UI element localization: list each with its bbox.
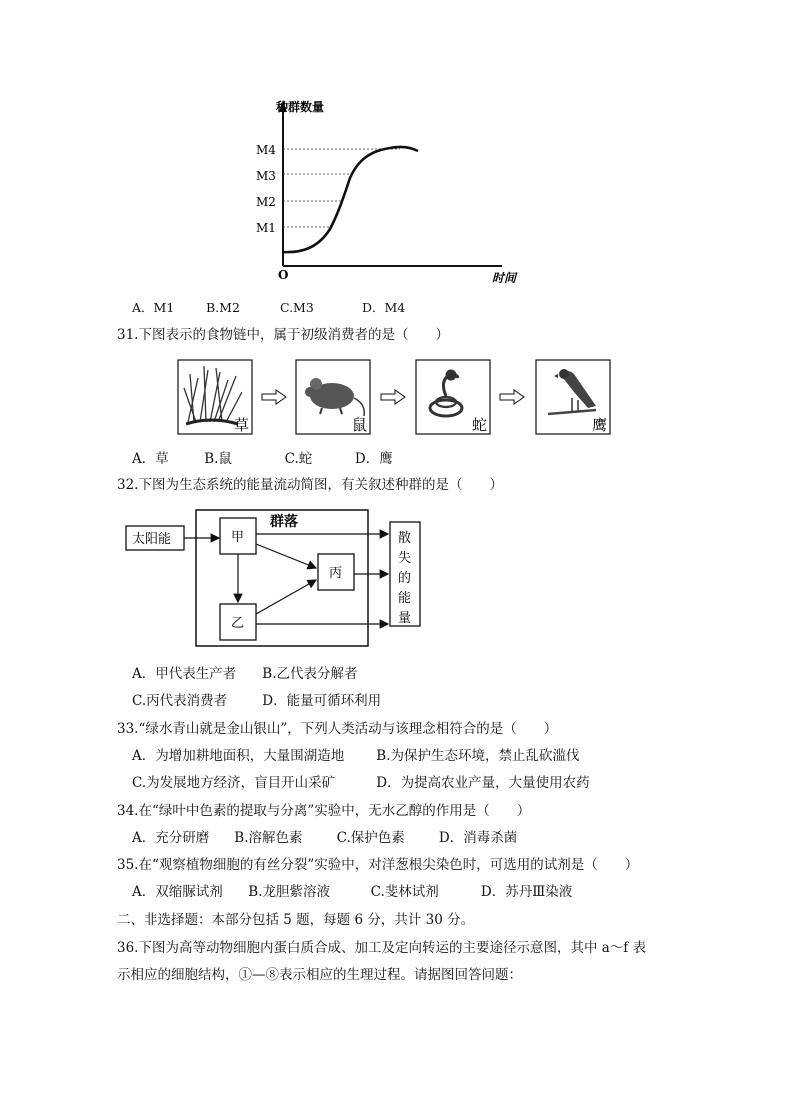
q30-option-d[interactable]: D．M4 bbox=[361, 300, 406, 315]
origin-label: O bbox=[278, 268, 289, 282]
q35-stem: 35.在“观察植物细胞的有丝分裂”实验中，对洋葱根尖染色时，可选用的试剂是（ ） bbox=[117, 857, 639, 873]
q33-stem: 33.“绿水青山就是金山银山”，下列人类活动与该理念相符合的是（ ） bbox=[117, 721, 558, 737]
hawk-label: 鹰 bbox=[592, 416, 608, 434]
q32-option-c[interactable]: C.丙代表消费者 bbox=[132, 693, 228, 709]
arrow-1-icon bbox=[262, 390, 286, 404]
q32-options-row2 bbox=[132, 692, 381, 710]
q32-option-b[interactable]: B.乙代表分解者 bbox=[262, 666, 358, 682]
arrow-2-icon bbox=[381, 390, 405, 404]
q34-option-a[interactable]: A．充分研磨 bbox=[132, 830, 210, 846]
lost-energy-char-4: 能 bbox=[398, 591, 412, 606]
q34-option-b[interactable]: B.溶解色素 bbox=[234, 830, 303, 846]
jia-label: 甲 bbox=[231, 530, 245, 545]
q31-options bbox=[132, 450, 393, 468]
q34-option-c[interactable]: C.保护色素 bbox=[336, 830, 405, 846]
lost-energy-char-1: 散 bbox=[398, 531, 412, 546]
q36-stem-line2: 示相应的细胞结构，①—⑧表示相应的生理过程。请据图回答问题： bbox=[117, 967, 522, 983]
arrow-3-icon bbox=[500, 390, 524, 404]
s-curve bbox=[283, 147, 418, 252]
q34-options bbox=[132, 829, 517, 847]
food-chain-diagram bbox=[176, 358, 616, 438]
q33-option-c[interactable]: C.为发展地方经济，盲目开山采矿 bbox=[132, 775, 336, 791]
tick-m4: M4 bbox=[256, 143, 276, 157]
mouse-label: 鼠 bbox=[352, 416, 368, 434]
q30-option-c[interactable]: C.M3 bbox=[279, 300, 314, 315]
q33-option-b[interactable]: B.为保护生态环境，禁止乱砍滥伐 bbox=[376, 748, 580, 764]
lost-energy-char-5: 量 bbox=[398, 611, 412, 626]
q36-stem-line1: 36.下图为高等动物细胞内蛋白质合成、加工及定向转运的主要途径示意图，其中 a～f 表 bbox=[117, 940, 647, 956]
energy-flow-diagram bbox=[120, 504, 430, 650]
tick-m1: M1 bbox=[256, 221, 276, 235]
q31-option-a[interactable]: A．草 bbox=[132, 451, 169, 467]
q33-options-row1 bbox=[132, 747, 580, 765]
q32-options-row1 bbox=[132, 665, 358, 683]
q33-option-a[interactable]: A．为增加耕地面积，大量围湖造地 bbox=[132, 748, 345, 764]
q32-option-a[interactable]: A．甲代表生产者 bbox=[132, 666, 237, 682]
q32-stem: 32.下图为生态系统的能量流动简图，有关叙述种群的是（ ） bbox=[117, 477, 503, 493]
lost-energy-char-3: 的 bbox=[398, 571, 412, 586]
section-2-heading: 二、非选择题：本部分包括 5 题，每题 6 分，共计 30 分。 bbox=[117, 912, 475, 928]
q30-options bbox=[132, 299, 405, 317]
lost-energy-char-2: 失 bbox=[398, 551, 412, 566]
q32-option-d[interactable]: D．能量可循环利用 bbox=[262, 693, 382, 709]
q31-option-d[interactable]: D．鹰 bbox=[354, 451, 393, 467]
arrow-jia-bing bbox=[256, 544, 316, 568]
yi-label: 乙 bbox=[231, 616, 245, 631]
bing-label: 丙 bbox=[329, 566, 343, 581]
q33-option-d[interactable]: D．为提高农业产量，大量使用农药 bbox=[376, 775, 590, 791]
q35-option-b[interactable]: B.龙胆紫溶液 bbox=[248, 884, 331, 900]
q31-option-b[interactable]: B.鼠 bbox=[204, 451, 233, 467]
q34-option-d[interactable]: D．消毒杀菌 bbox=[438, 830, 518, 846]
community-label: 群落 bbox=[270, 514, 298, 530]
snake-label: 蛇 bbox=[472, 416, 488, 434]
tick-m3: M3 bbox=[256, 169, 276, 183]
y-axis-label: 种群数量 bbox=[276, 100, 325, 114]
q30-option-a[interactable]: A．M1 bbox=[132, 300, 175, 315]
q33-options-row2 bbox=[132, 774, 590, 792]
q31-option-c[interactable]: C.蛇 bbox=[284, 451, 313, 467]
population-growth-chart bbox=[240, 96, 540, 292]
q34-stem: 34.在“绿叶中色素的提取与分离”实验中，无水乙醇的作用是（ ） bbox=[117, 803, 531, 819]
tick-m2: M2 bbox=[256, 195, 276, 209]
q30-option-b[interactable]: B.M2 bbox=[205, 300, 240, 315]
x-axis-label: 时间 bbox=[492, 271, 517, 285]
q35-option-c[interactable]: C.斐林试剂 bbox=[370, 884, 439, 900]
q35-options bbox=[132, 883, 572, 901]
arrow-yi-bing bbox=[256, 580, 316, 614]
q35-option-d[interactable]: D．苏丹Ⅲ染液 bbox=[480, 884, 573, 900]
q31-stem: 31.下图表示的食物链中，属于初级消费者的是（ ） bbox=[117, 327, 449, 343]
grass-label: 草 bbox=[234, 416, 250, 434]
sun-label: 太阳能 bbox=[132, 532, 172, 547]
q35-option-a[interactable]: A．双缩脲试剂 bbox=[132, 884, 223, 900]
